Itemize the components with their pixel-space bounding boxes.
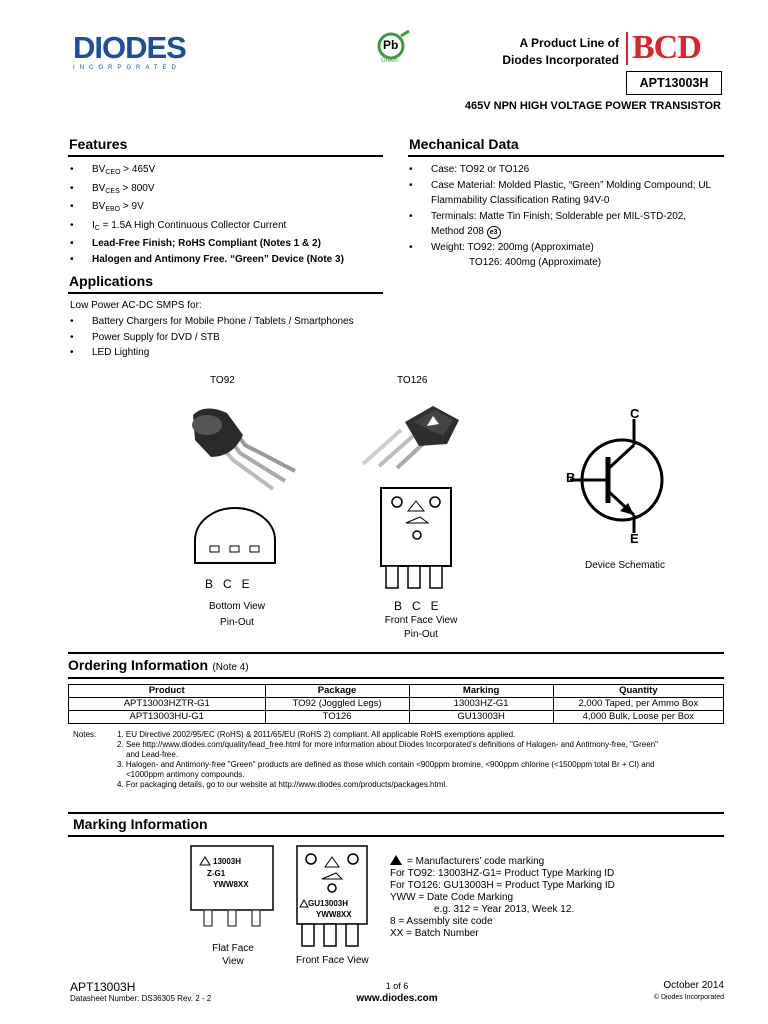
to126-pin-labels: B C E: [394, 599, 439, 613]
to126-front-view-drawing: [380, 487, 452, 597]
legend-manufacturer-code: = Manufacturers’ code marking: [390, 855, 690, 868]
mechanical-rule: [408, 155, 724, 157]
diodes-logo-subtext: INCORPORATED: [73, 65, 181, 71]
to92-label: TO92: [210, 375, 235, 386]
base-label: B: [566, 470, 576, 485]
collector-label: C: [630, 406, 640, 421]
to92-mark-line3: YWW8XX: [213, 880, 249, 889]
legend-site: 8 = Assembly site code: [390, 916, 493, 927]
to92-marking-caption: Flat Face View: [212, 943, 254, 967]
marking-top-rule: [68, 812, 724, 814]
features-title: Features: [69, 136, 128, 152]
ordering-header-row: [69, 685, 724, 698]
to92-caption: Bottom View Pin-Out: [209, 601, 265, 628]
footer-date: October 2014: [663, 980, 724, 991]
mechanical-list: [409, 162, 724, 271]
note-4: 4. For packaging details, go to our website at http://www.diodes.com/products/packages.html.: [117, 780, 448, 789]
to92-mark-line2: Z-G1: [207, 869, 226, 878]
legend-batch: XX = Batch Number: [390, 928, 479, 939]
col-marking: Marking: [409, 685, 553, 698]
footer-part: APT13003H: [70, 980, 136, 994]
part-number: APT13003H: [639, 76, 709, 90]
notes-body: [117, 730, 727, 790]
to126-mark-line2: YWW8XX: [316, 910, 352, 919]
note-2b: and Lead-free.: [126, 750, 179, 759]
header-divider: [626, 32, 628, 65]
applications-list: [70, 314, 410, 361]
mechanical-title: Mechanical Data: [409, 136, 519, 152]
application-item: • Battery Chargers for Mobile Phone / Tablets / Smartphones: [70, 314, 410, 330]
manufacturer-code-icon: [390, 855, 402, 865]
part-number-box: [626, 71, 722, 95]
marking-legend: [390, 855, 690, 940]
col-product: Product: [69, 685, 266, 698]
mech-weight: • Weight: TO92: 200mg (Approximate) TO126: 400mg (Approximate): [409, 240, 724, 271]
green-pb-icon: [373, 30, 413, 68]
legend-example: e.g. 312 = Year 2013, Week 12.: [434, 904, 575, 915]
legend-yww: YWW = Date Code Marking: [390, 892, 514, 903]
product-line-text: [468, 35, 619, 69]
to126-label: TO126: [397, 375, 428, 386]
npn-transistor-schematic: [560, 405, 670, 545]
features-rule: [68, 155, 383, 157]
to126-package-image: [355, 402, 465, 482]
note-1: 1. EU Directive 2002/95/EC (RoHS) & 2011/65/EU (RoHS 2) compliant. All applicable RoHS exemptions applied.: [117, 730, 516, 739]
applications-intro: Low Power AC-DC SMPS for:: [70, 300, 202, 311]
ordering-title: Ordering Information (Note 4): [68, 657, 249, 673]
feature-item: • Halogen and Antimony Free. “Green” Device (Note 3): [70, 252, 390, 268]
to126-marking-caption: Front Face View: [296, 955, 369, 966]
footer-url[interactable]: www.diodes.com: [356, 993, 438, 1004]
bcd-logo: BCD: [632, 29, 701, 66]
to92-package-image: [185, 405, 305, 495]
ordering-table: [68, 684, 724, 724]
features-list: [70, 162, 390, 267]
feature-item: • $BV_{CES} > 800V$: [70, 181, 390, 200]
pb-badge-text: Pb: [383, 38, 399, 52]
diodes-logo: [73, 32, 213, 76]
to126-marking-drawing: [296, 845, 368, 953]
schematic-caption: Device Schematic: [585, 560, 666, 571]
applications-title: Applications: [69, 273, 154, 289]
e3-icon: e3: [487, 226, 501, 239]
product-line-2: Diodes Incorporated: [502, 53, 619, 67]
col-package: Package: [265, 685, 409, 698]
feature-item: • $BV_{EBO} > 9V$: [70, 199, 390, 218]
green-label: Green: [381, 58, 398, 64]
table-row: APT13003HU-G1 TO126 GU13003H 4,000 Bulk, Loose per Box: [69, 711, 724, 724]
mech-material: • Case Material: Molded Plastic, “Green” Molding Compound; UL Flammability Classification Rating 94V-0: [409, 178, 724, 209]
to92-bottom-view-drawing: [190, 505, 280, 570]
to92-marking-drawing: [190, 845, 274, 935]
footer-datasheet: Datasheet Number: DS36305 Rev. 2 - 2: [70, 994, 212, 1003]
emitter-label: E: [630, 531, 639, 546]
feature-item: • $I_C = 1.5A$ High Continuous Collector Current: [70, 218, 390, 237]
to92-pin-labels: B C E: [205, 577, 250, 591]
marking-title: Marking Information: [73, 816, 208, 832]
applications-rule: [68, 292, 383, 294]
feature-item: • Lead-Free Finish; RoHS Compliant (Notes 1 & 2): [70, 236, 390, 252]
note-2a: 2. See http://www.diodes.com/quality/lead_free.html for more information about Diodes Incorporated’s definitions of Halogen- and Antimony-free, "Green": [117, 740, 658, 749]
device-subtitle: 465V NPN HIGH VOLTAGE POWER TRANSISTOR: [464, 100, 721, 112]
to92-mark-line1: 13003H: [213, 857, 242, 866]
mech-terminals: • Terminals: Matte Tin Finish; Solderable per MIL-STD-202, Method 208 e3: [409, 209, 724, 240]
diodes-logo-text: DIODES: [73, 30, 186, 65]
marking-rule: [68, 835, 724, 837]
footer-copyright: © Diodes Incorporated: [653, 994, 724, 1001]
mech-case: • Case: TO92 or TO126: [409, 162, 724, 178]
note-3b: <1000ppm antimony compounds.: [126, 770, 245, 779]
table-row: APT13003HZTR-G1 TO92 (Joggled Legs) 13003HZ-G1 2,000 Taped, per Ammo Box: [69, 698, 724, 711]
note-3a: 3. Halogen- and Antimony-free "Green" products are defined as those which contain <900ppm bromine, <900ppm chlorine (<1500ppm total Br + Cl) and: [117, 760, 655, 769]
application-item: • Power Supply for DVD / STB: [70, 330, 410, 346]
to126-mark-line1: GU13003H: [308, 899, 349, 908]
footer-page: 1 of 6: [385, 981, 409, 991]
ordering-top-rule: [68, 652, 724, 654]
to126-caption: Front Face View Pin-Out: [384, 615, 458, 640]
product-line-1: A Product Line of: [519, 36, 619, 50]
notes-label: Notes:: [73, 730, 97, 739]
application-item: • LED Lighting: [70, 345, 410, 361]
feature-item: • $BV_{CEO} > 465V$: [70, 162, 390, 181]
legend-to92: For TO92: 13003HZ-G1= Product Type Marking ID: [390, 868, 615, 879]
ordering-rule: [68, 677, 724, 679]
legend-to126: For TO126: GU13003H = Product Type Marking ID: [390, 880, 615, 891]
col-quantity: Quantity: [553, 685, 723, 698]
